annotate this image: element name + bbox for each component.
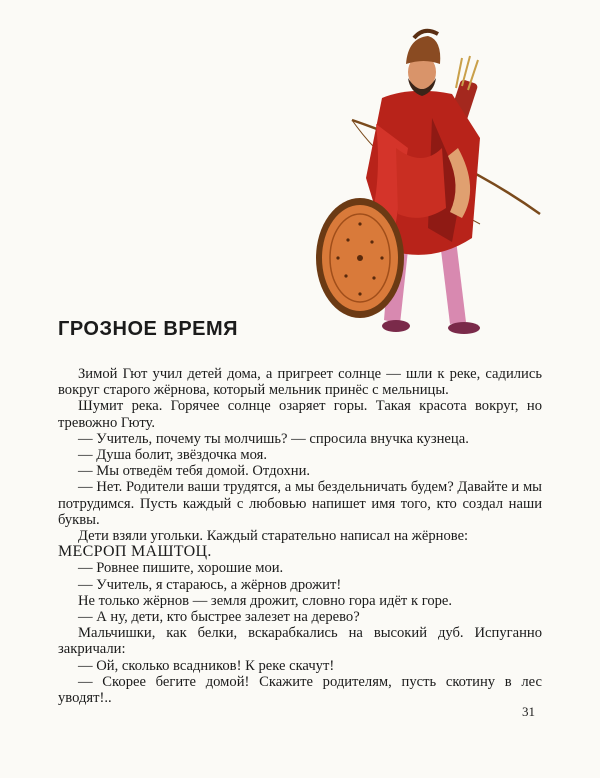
dialogue-line: — Нет. Родители ваши трудятся, а мы бездельничать будем? Давайте и мы потрудимся. Пусть каждый с любовью напишет имя того, кто создал наши буквы.: [58, 479, 542, 528]
paragraph: Мальчишки, как белки, вскарабкались на высокий дуб. Испуганно закричали:: [58, 625, 542, 658]
paragraph: Дети взяли угольки. Каждый старательно написал на жёрнове:: [78, 528, 469, 545]
inscription: МЕСРОП МАШТОЦ.: [58, 543, 212, 561]
chapter-title: ГРОЗНОЕ ВРЕМЯ: [58, 318, 239, 340]
page-number: 31: [522, 704, 535, 719]
dialogue-line: — Ой, сколько всадников! К реке скачут!: [78, 657, 335, 674]
dialogue-line: — Учитель, почему ты молчишь? — спросила внучка кузнеца.: [78, 430, 469, 447]
dialogue-line: — Душа болит, звёздочка моя.: [78, 447, 267, 464]
dialogue-line: — Ровнее пишите, хорошие мои.: [78, 560, 284, 577]
archer-warrior-illustration: [312, 28, 552, 346]
paragraph: Зимой Гют учил детей дома, а пригреет солнце — шли к реке, садились вокруг старого жёрнова, который мельник принёс с мельницы.: [58, 366, 542, 399]
chapter-text: [58, 366, 542, 706]
paragraph: Не только жёрнов — земля дрожит, словно гора идёт к горе.: [78, 592, 453, 609]
dialogue-line: — Учитель, я стараюсь, а жёрнов дрожит!: [78, 576, 342, 593]
dialogue-line: — Скорее бегите домой! Скажите родителям, пусть скотину в лес уводят!..: [58, 673, 542, 707]
dialogue-line: — А ну, дети, кто быстрее залезет на дерево?: [78, 609, 360, 626]
dialogue-line: — Мы отведём тебя домой. Отдохни.: [78, 463, 311, 480]
paragraph: Шумит река. Горячее солнце озаряет горы. Такая красота вокруг, но тревожно Гюту.: [58, 398, 542, 431]
